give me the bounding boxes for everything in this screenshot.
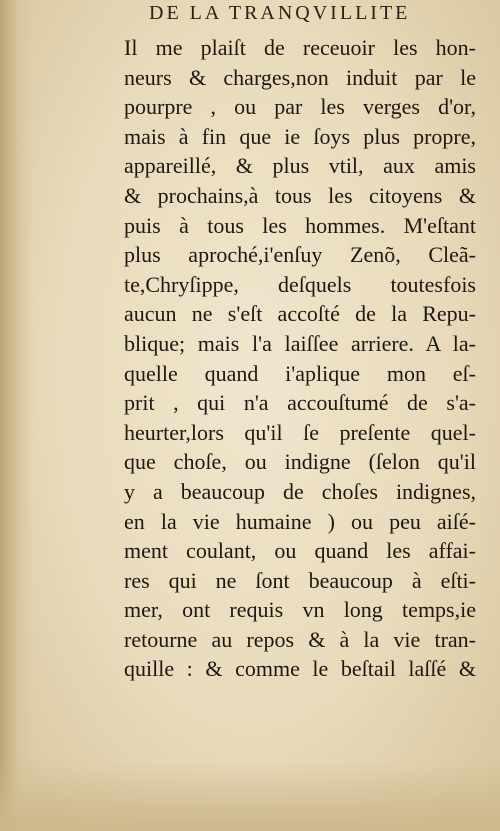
- text-line-21: retourne au repos & à la vie tran-: [124, 626, 476, 652]
- body-text: [124, 33, 476, 684]
- text-line-22: quille : & comme le beſtail laſſé &: [124, 656, 476, 682]
- text-line-16: y a beaucoup de choſes indignes,: [124, 478, 476, 504]
- text-line-9: te,Chryſippe, deſquels toutesfois: [124, 271, 476, 297]
- text-line-10: aucun ne s'eſt accoſté de la Repu-: [124, 301, 476, 327]
- text-line-19: res qui ne ſont beaucoup à eſti-: [124, 567, 476, 593]
- text-line-1: Il me plaiſt de receuoir les hon-: [124, 35, 476, 60]
- text-line-17: en la vie humaine ) ou peu aiſé-: [124, 508, 476, 534]
- text-line-8: plus aproché,i'enſuy Zenõ, Cleã-: [124, 242, 476, 268]
- text-line-6: & prochains,à tous les citoyens &: [124, 182, 476, 208]
- running-head: DE LA TRANQVILLITE: [149, 2, 411, 24]
- text-line-5: appareillé, & plus vtil, aux amis: [124, 153, 476, 179]
- text-line-14: heurter,lors qu'il ſe preſente quel-: [124, 419, 476, 445]
- text-line-11: blique; mais l'a laiſſee arriere. A la-: [124, 330, 476, 356]
- text-line-2: neurs & charges,non induit par le: [124, 64, 476, 90]
- text-line-7: puis à tous les hommes. M'eſtant: [124, 212, 476, 238]
- text-line-12: quelle quand i'aplique mon eſ-: [124, 360, 476, 386]
- text-line-18: ment coulant, ou quand les affai-: [124, 538, 476, 564]
- text-line-3: pourpre , ou par les verges d'or,: [124, 94, 476, 120]
- page-gutter-shadow: [0, 0, 34, 831]
- text-line-4: mais à fin que ie ſoys plus propre,: [124, 123, 476, 149]
- page-bottom-shadow: [0, 761, 500, 831]
- text-line-20: mer, ont requis vn long temps,ie: [124, 597, 476, 623]
- text-line-13: prit , qui n'a accouſtumé de s'a-: [124, 390, 476, 416]
- text-line-15: que choſe, ou indigne (ſelon qu'il: [124, 449, 476, 475]
